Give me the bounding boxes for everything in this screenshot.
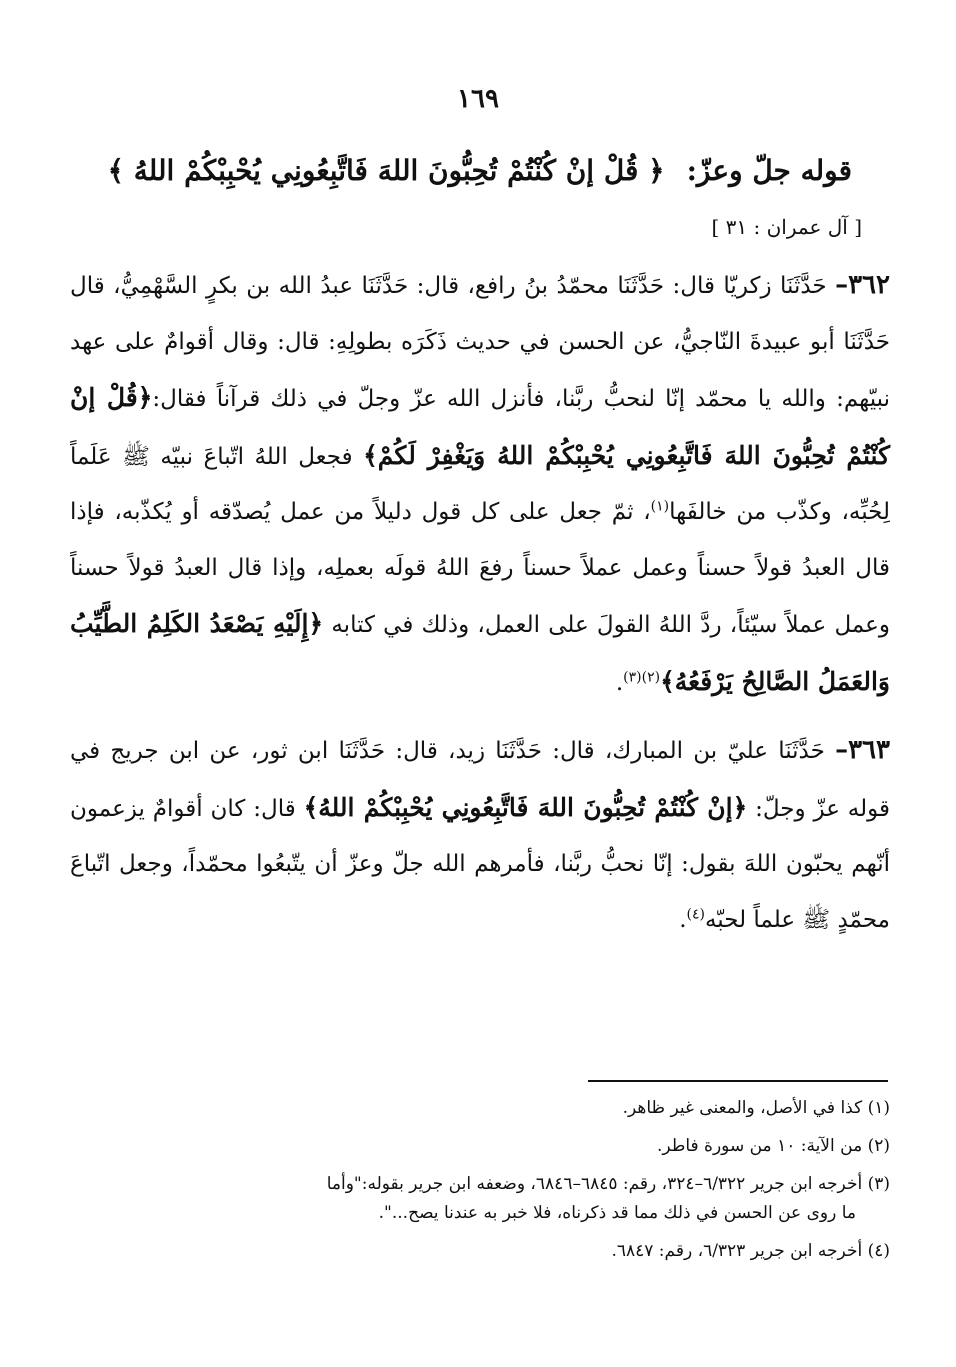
footnote-ref[interactable]: (١) bbox=[650, 498, 670, 515]
footnote-continuation: ما روى عن الحسن في ذلك مما قد ذكرناه، فلا خبر به عندنا يصح...". bbox=[378, 1203, 856, 1223]
hadith-362 bbox=[70, 258, 890, 711]
heading-intro: قوله جلّ وعزّ: bbox=[686, 154, 852, 187]
hadith-number: ٣٦٣– bbox=[835, 735, 890, 765]
footnote-text: (١) كذا في الأصل، والمعنى غير ظاهر. bbox=[622, 1098, 890, 1118]
footnote-4 bbox=[70, 1237, 890, 1266]
footnote-ref[interactable]: (٤) bbox=[686, 905, 705, 922]
hadith-text: . bbox=[615, 669, 624, 696]
footnote-text: (٣) أخرجه ابن جرير ٦/٣٢٢–٣٢٤، رقم: ٦٨٤٥–٦٨٤٦، وضعفه ابن جرير بقوله:"وأما bbox=[326, 1174, 890, 1194]
quran-quote: ﴿إنْ كُنْتُمْ تُحِبُّونَ اللهَ فَاتَّبِعُونِي يُحْبِبْكُمْ اللهُ﴾ bbox=[303, 792, 748, 822]
hadith-text: حَدَّثَنَا عليّ بن المبارك، قال: حَدَّثَنَا زيد، قال: حَدَّثَنَا ابن ثور، عن ابن جريج في قوله عزّ وجلّ: bbox=[70, 738, 890, 822]
footnote-2 bbox=[70, 1132, 890, 1161]
hadith-text: ، ثمّ جعل على كل قول دليلاً من عمل يُصدّقه أو يُكذّبه، فإذا قال العبدُ قولاً حسناً وعمل عملاً حسناً رفعَ اللهُ قولَه بعملِه، وإذا قال العبدُ قولاً حسناً وعمل عملاً سيّئاً، ردَّ اللهُ القولَ على العمل، وذلك في كتابه bbox=[70, 499, 890, 638]
hadith-text: قال: كان أقوامٌ يزعمون أنّهم يحبّون اللهَ بقول: إنّا نحبُّ ربَّنا، فأمرهم الله جلّ وعزّ أن يتّبعُوا محمّداً، وجعل اتّباعَ محمّدٍ ﷺ علماً لحبّه bbox=[70, 795, 890, 933]
hadith-text: فجعل اللهُ اتّباعَ نبيّه ﷺ عَلَماً لِحُبِّه، وكذّب من خالفَها bbox=[70, 443, 890, 525]
hadith-text: حَدَّثَنَا زكريّا قال: حَدَّثَنَا محمّدُ بنُ رافع، قال: حَدَّثَنَا عبدُ الله بن بكرٍ السَّهْمِيُّ، قال حَدَّثَنَا أبو عبيدةَ النّاجيُّ، عن الحسن في حديث ذَكَرَه بطولِهِ: قال: وقال أقوامٌ على عهد نبيّهم: والله يا محمّد إنّا لنحبُّ ربَّنا، فأنزل الله عزّ وجلّ في ذلك قرآناً فقال: bbox=[70, 273, 891, 412]
footnote-text: (٢) من الآية: ١٠ من سورة فاطر. bbox=[657, 1136, 890, 1156]
hadith-363 bbox=[70, 723, 890, 948]
footnote-text: (٤) أخرجه ابن جرير ٦/٣٢٣، رقم: ٦٨٤٧. bbox=[611, 1241, 890, 1261]
footnote-3 bbox=[70, 1170, 890, 1228]
quran-quote: ﴿إِلَيْهِ يَصْعَدُ الكَلِمُ الطَّيِّبُ وَالعَمَلُ الصَّالِحُ يَرْفَعُهُ﴾ bbox=[70, 609, 890, 696]
footnotes bbox=[70, 1094, 890, 1275]
footnote-ref[interactable]: (٢)(٣) bbox=[623, 668, 661, 685]
footnote-1 bbox=[70, 1094, 890, 1123]
main-text bbox=[70, 258, 890, 948]
footnote-divider bbox=[588, 1080, 888, 1082]
hadith-number: ٣٦٢– bbox=[835, 270, 890, 300]
page-number: ١٦٩ bbox=[457, 84, 499, 114]
hadith-text: . bbox=[679, 906, 687, 933]
quran-quote: ﴿قُلْ إنْ كُنْتُمْ تُحِبُّونَ اللهَ فَاتَّبِعُونِي يُحْبِبْكُمْ اللهُ وَيَغْفِرْ لَكُمْ﴾ bbox=[70, 383, 890, 470]
heading-verse-reference: [ آل عمران : ٣١ ] bbox=[711, 215, 862, 239]
chapter-heading bbox=[60, 148, 852, 194]
heading-verse: ﴿ قُلْ إنْ كُنْتُمْ تُحِبُّونَ اللهَ فَاتَّبِعُونِي يُحْبِبْكُمْ اللهُ ﴾ bbox=[107, 154, 665, 187]
